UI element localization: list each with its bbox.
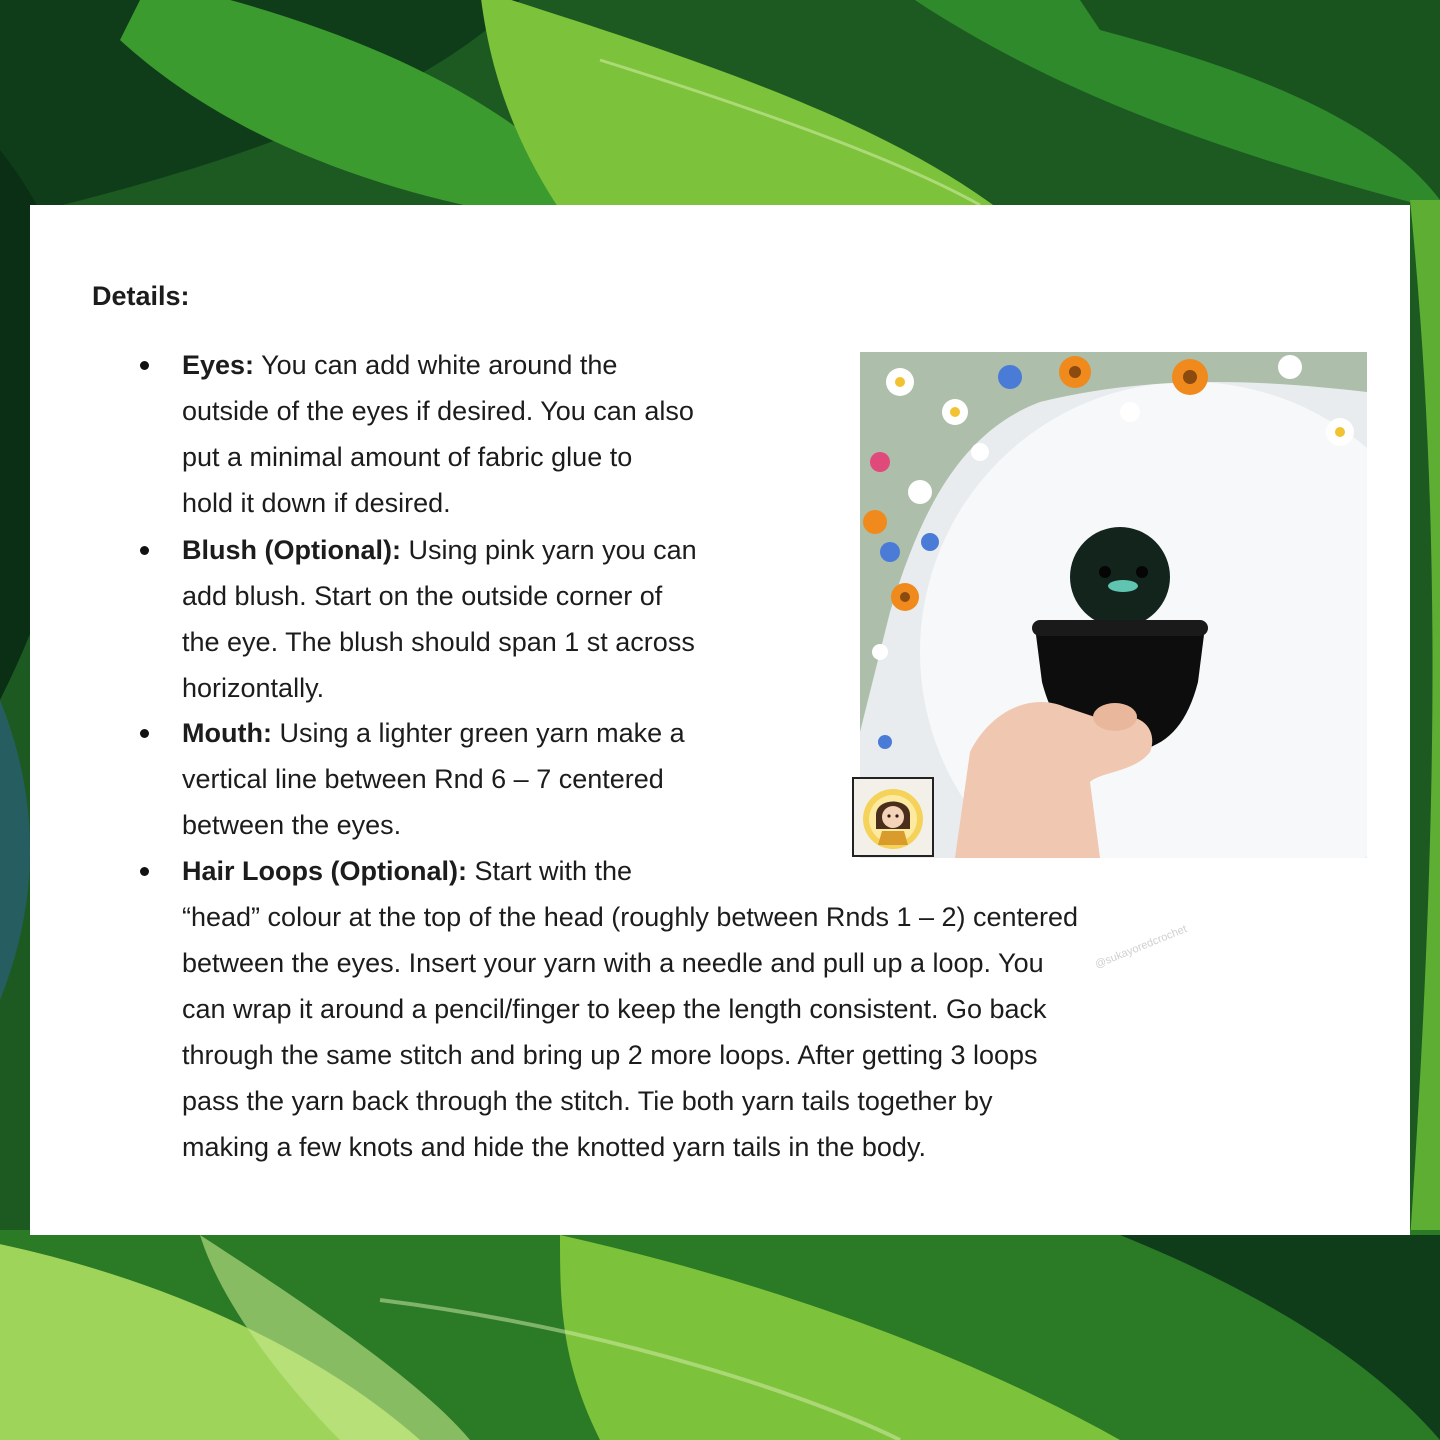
list-item-blush — [182, 527, 697, 711]
bullet-icon — [140, 867, 149, 876]
item-line: “head” colour at the top of the head (roughly between Rnds 1 – 2) centered — [182, 902, 1079, 932]
item-line: Using pink yarn you can — [408, 535, 697, 565]
photo-watermark: @sukayoredcrochet — [1093, 923, 1189, 971]
item-line: hold it down if desired. — [182, 488, 451, 518]
item-line: between the eyes. Insert your yarn with a needle and pull up a loop. You — [182, 948, 1044, 978]
doll-photo — [860, 352, 1367, 858]
avatar-logo-icon — [854, 779, 932, 855]
item-line: making a few knots and hide the knotted yarn tails in the body. — [182, 1132, 926, 1162]
list-item-eyes — [182, 342, 694, 526]
item-label: Eyes: — [182, 350, 255, 380]
item-label: Hair Loops (Optional): — [182, 856, 467, 886]
item-line: pass the yarn back through the stitch. Tie both yarn tails together by — [182, 1086, 993, 1116]
item-line: vertical line between Rnd 6 – 7 centered — [182, 764, 664, 794]
brand-badge — [852, 777, 934, 857]
document-card — [30, 205, 1410, 1235]
item-line: You can add white around the — [261, 350, 618, 380]
item-line: Using a lighter green yarn make a — [279, 718, 685, 748]
item-line: can wrap it around a pencil/finger to keep the length consistent. Go back — [182, 994, 1047, 1024]
item-line: through the same stitch and bring up 2 more loops. After getting 3 loops — [182, 1040, 1038, 1070]
item-line: Start with the — [474, 856, 633, 886]
item-line: the eye. The blush should span 1 st across — [182, 627, 695, 657]
bullet-icon — [140, 361, 149, 370]
bullet-icon — [140, 546, 149, 555]
item-line: horizontally. — [182, 673, 325, 703]
details-heading: Details: — [92, 281, 190, 311]
item-line: put a minimal amount of fabric glue to — [182, 442, 633, 472]
item-label: Blush (Optional): — [182, 535, 401, 565]
bullet-icon — [140, 729, 149, 738]
item-line: outside of the eyes if desired. You can also — [182, 396, 694, 426]
item-line: add blush. Start on the outside corner of — [182, 581, 663, 611]
list-item-mouth — [182, 710, 685, 848]
item-label: Mouth: — [182, 718, 272, 748]
list-item-hair-loops — [182, 848, 1078, 1170]
item-line: between the eyes. — [182, 810, 402, 840]
